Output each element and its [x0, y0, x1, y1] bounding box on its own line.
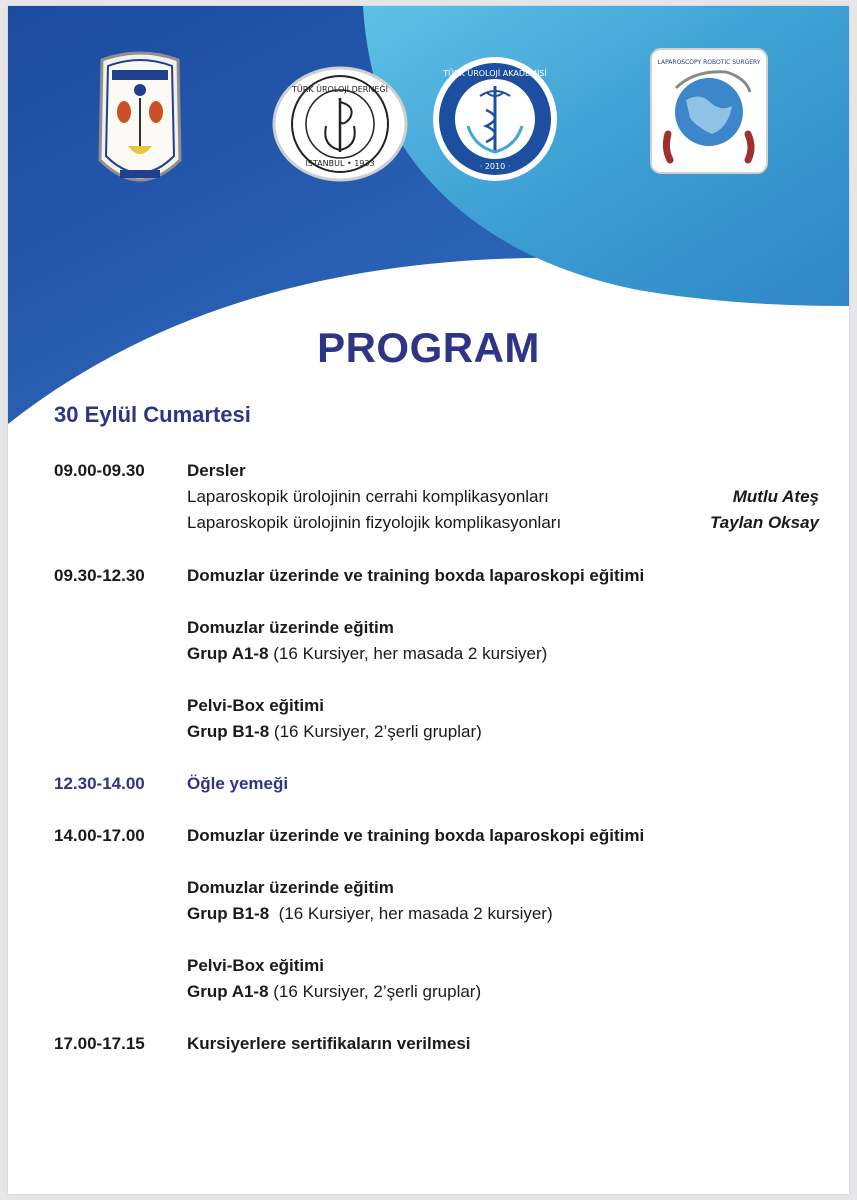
group-name: Grup A1-8	[187, 982, 269, 1001]
group-detail: (16 Kursiyer, her masada 2 kursiyer)	[269, 904, 553, 923]
session-title: Öğle yemeği	[187, 774, 289, 793]
group-detail: (16 Kursiyer, her masada 2 kursiyer)	[268, 644, 548, 663]
group-detail: (16 Kursiyer, 2’şerli gruplar)	[268, 982, 482, 1001]
group-line	[187, 644, 547, 664]
session-time: 09.00-09.30	[54, 461, 145, 480]
session-title: Domuzlar üzerinde ve training boxda laparoskopi eğitimi	[187, 566, 645, 585]
session-time: 09.30-12.30	[54, 566, 145, 585]
svg-text:TÜRK ÜROLOJİ DERNEĞİ: TÜRK ÜROLOJİ DERNEĞİ	[292, 85, 388, 94]
block-heading-text: Domuzlar üzerinde eğitim	[187, 618, 394, 637]
session-time: 12.30-14.00	[54, 774, 145, 793]
group-detail: (16 Kursiyer, 2’şerli gruplar)	[269, 722, 482, 741]
turk-uroloji-dernegi-logo	[272, 66, 408, 182]
group-line	[187, 982, 481, 1002]
caduceus-icon	[426, 56, 564, 182]
svg-text:LAPAROSCOPY ROBOTIC SURGERY: LAPAROSCOPY ROBOTIC SURGERY	[657, 59, 761, 66]
block-heading-text: Pelvi-Box eğitimi	[187, 696, 324, 715]
group-name: Grup A1-8	[187, 644, 269, 663]
urology-association-shield-logo	[94, 50, 186, 190]
block-heading-text: Domuzlar üzerinde eğitim	[187, 878, 394, 897]
svg-text:İSTANBUL • 1933: İSTANBUL • 1933	[305, 159, 375, 168]
session-time: 14.00-17.00	[54, 826, 145, 845]
page-title: PROGRAM	[317, 324, 540, 371]
block-heading-text: Pelvi-Box eğitimi	[187, 956, 324, 975]
session-time: 17.00-17.15	[54, 1034, 145, 1053]
svg-text:· 2010 ·: · 2010 ·	[479, 162, 511, 171]
talk-topic: Laparoskopik ürolojinin cerrahi komplikasyonları	[187, 487, 549, 506]
svg-text:TÜRK ÜROLOJİ AKADEMİSİ: TÜRK ÜROLOJİ AKADEMİSİ	[443, 69, 547, 78]
program-page	[8, 6, 849, 1194]
talk-speaker: Mutlu Ateş	[732, 487, 819, 506]
day-heading: 30 Eylül Cumartesi	[54, 402, 251, 427]
talk-topic: Laparoskopik ürolojinin fizyolojik komplikasyonları	[187, 513, 562, 532]
group-name: Grup B1-8	[187, 722, 270, 741]
group-line	[187, 722, 482, 742]
session-title: Kursiyerlere sertifikaların verilmesi	[187, 1034, 471, 1053]
shield-crest-icon	[94, 50, 186, 190]
session-title: Domuzlar üzerinde ve training boxda laparoskopi eğitimi	[187, 826, 645, 845]
group-name: Grup B1-8	[187, 904, 270, 923]
session-title: Dersler	[187, 461, 246, 480]
laparoscopy-robotic-association-logo	[650, 48, 768, 174]
turk-uroloji-akademisi-logo	[426, 56, 564, 182]
group-line	[187, 904, 553, 924]
globe-robot-arms-icon	[650, 48, 768, 174]
staff-bladder-emblem-icon	[272, 66, 408, 182]
talk-speaker: Taylan Oksay	[710, 513, 819, 532]
